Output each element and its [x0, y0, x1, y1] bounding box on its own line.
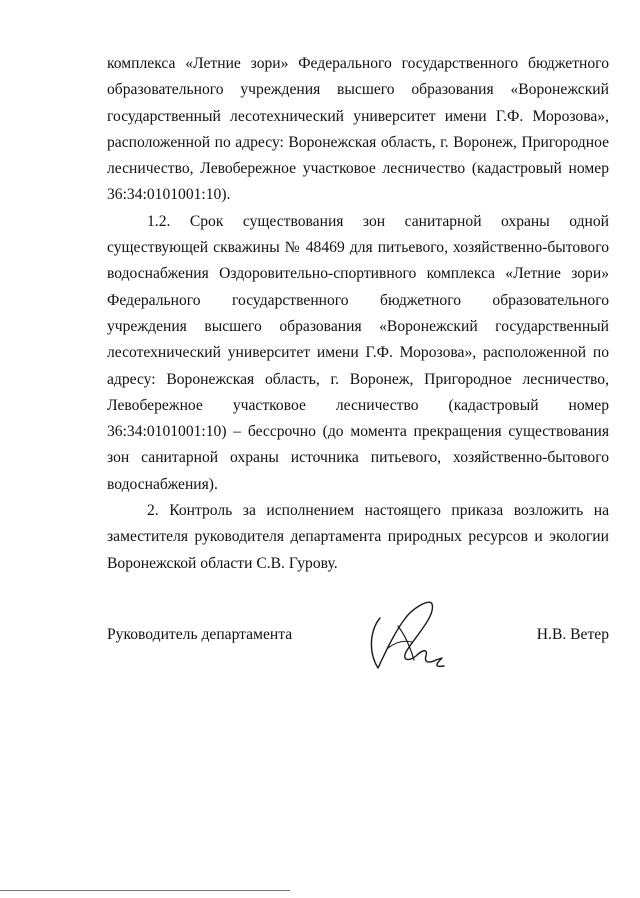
document-body	[107, 51, 609, 577]
clause-2: 2. Контроль за исполнением настоящего приказа возложить на заместителя руководителя департамента природных ресурсов и экологии Воронежской области С.В. Гурову.	[107, 502, 609, 572]
clause-1-2: 1.2. Срок существования зон санитарной охраны одной существующей скважины № 48469 для питьевого, хозяйственно-бытового водоснабжения Оздоровительно-спортивного комплекса «Летние зори» Федерального государственного бюджетного образовательного учреждения высшего образования «Воронежский государственный лесотехнический университет имени Г.Ф. Морозова», расположенной по адресу: Воронежская область, г. Воронеж, Пригородное лесничество, Левобережное участковое лесничество (кадастровый номер 36:34:0101001:10) – бессрочно (до момента прекращения существования зон санитарной охраны источника питьевого, хозяйственно-бытового водоснабжения).	[107, 212, 609, 493]
signatory-title: Руководитель департамента	[107, 626, 293, 643]
signatory-name: Н.В. Ветер	[536, 626, 609, 643]
paragraph-continuation: комплекса «Летние зори» Федерального государственного бюджетного образовательного учреждения высшего образования «Воронежский государственный лесотехнический университет имени Г.Ф. Морозова», расположенной по адресу: Воронежская область, г. Воронеж, Пригородное лесничество, Левобережное участковое лесничество (кадастровый номер 36:34:0101001:10).	[107, 55, 609, 204]
footer-divider	[0, 890, 290, 891]
handwritten-signature	[358, 590, 458, 680]
